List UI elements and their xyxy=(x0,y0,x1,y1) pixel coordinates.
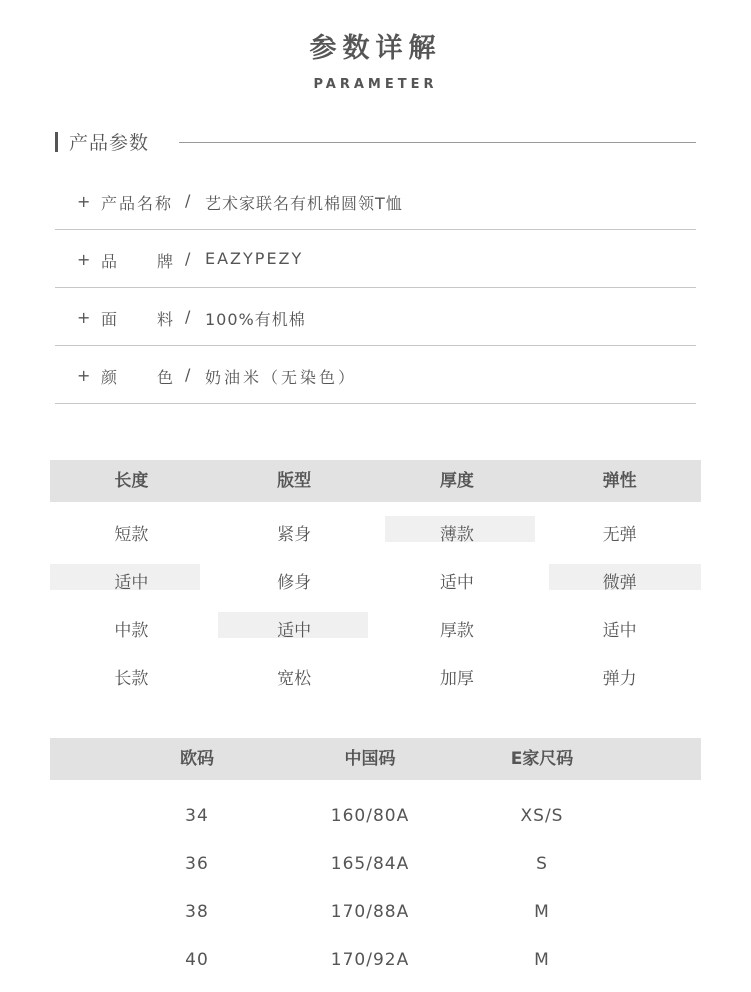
attribute-option-text: 中款 xyxy=(114,621,149,641)
attribute-option xyxy=(376,650,539,698)
attribute-option-text: 短款 xyxy=(114,525,149,545)
param-label xyxy=(101,307,173,330)
attribute-option xyxy=(538,650,701,698)
size-cn: 165/84A xyxy=(330,854,410,874)
attribute-option xyxy=(538,602,701,650)
section-divider xyxy=(179,142,696,143)
attribute-option-text: 适中 xyxy=(114,573,149,593)
plus-icon: + xyxy=(77,250,91,269)
size-brand: M xyxy=(534,950,550,970)
attribute-option-text: 厚款 xyxy=(439,621,474,641)
param-row-color xyxy=(55,346,696,404)
param-label-first: 面 xyxy=(101,310,118,329)
param-label-first: 颜 xyxy=(101,368,118,387)
section-bar xyxy=(55,132,58,152)
attribute-option xyxy=(50,506,213,554)
size-brand: XS/S xyxy=(520,806,564,826)
param-row-brand xyxy=(55,230,696,288)
attribute-row xyxy=(50,650,701,698)
attribute-header-elasticity: 弹性 xyxy=(602,471,637,491)
size-eu: 36 xyxy=(185,854,209,874)
attribute-row xyxy=(50,506,701,554)
param-label xyxy=(101,249,173,272)
attribute-option-selected xyxy=(50,554,213,602)
attribute-option-text: 薄款 xyxy=(439,525,474,545)
param-row-fabric xyxy=(55,288,696,346)
attribute-option-text: 适中 xyxy=(439,573,474,593)
attribute-option-text: 无弹 xyxy=(602,525,637,545)
attribute-header-length: 长度 xyxy=(114,471,149,491)
attribute-option-selected xyxy=(376,506,539,554)
param-label-first: 品 xyxy=(101,252,118,271)
param-value: EAZYPEZY xyxy=(205,249,304,268)
plus-icon: + xyxy=(77,308,91,327)
size-table xyxy=(50,738,701,984)
attribute-option-text: 修身 xyxy=(277,573,312,593)
size-header-cn: 中国码 xyxy=(344,749,396,769)
plus-icon: + xyxy=(77,366,91,385)
attribute-option xyxy=(213,506,376,554)
param-label-text: 产品名称 xyxy=(101,194,174,213)
attribute-option-text: 适中 xyxy=(602,621,637,641)
size-eu: 34 xyxy=(185,806,209,826)
attribute-option-selected xyxy=(213,602,376,650)
size-row xyxy=(50,888,701,936)
attribute-option xyxy=(376,602,539,650)
attribute-option-text: 长款 xyxy=(114,669,149,689)
attribute-row xyxy=(50,602,701,650)
size-cn: 170/88A xyxy=(330,902,410,922)
param-label-second: 料 xyxy=(156,310,173,329)
param-value: 艺术家联名有机棉圆领T恤 xyxy=(205,194,403,213)
size-header-row xyxy=(50,738,701,780)
attribute-row xyxy=(50,554,701,602)
size-brand: M xyxy=(534,902,550,922)
size-eu: 38 xyxy=(185,902,209,922)
attribute-option-text: 紧身 xyxy=(277,525,312,545)
attribute-grid xyxy=(50,460,701,698)
size-brand: S xyxy=(536,854,548,874)
attribute-option-text: 宽松 xyxy=(277,669,312,689)
param-label xyxy=(101,365,173,388)
param-value: 奶油米（无染色） xyxy=(205,368,358,387)
attribute-option-text: 适中 xyxy=(277,621,312,641)
param-label-second: 色 xyxy=(156,368,173,387)
param-separator: / xyxy=(185,365,191,384)
size-row xyxy=(50,792,701,840)
size-header-eu: 欧码 xyxy=(180,749,214,769)
param-row-name xyxy=(55,172,696,230)
param-separator: / xyxy=(185,307,191,326)
attribute-option-text: 弹力 xyxy=(602,669,637,689)
attribute-option xyxy=(213,650,376,698)
attribute-option xyxy=(50,602,213,650)
page-title: 参数详解 xyxy=(309,33,442,64)
attribute-option-text: 加厚 xyxy=(439,669,474,689)
param-separator: / xyxy=(185,249,191,268)
param-list xyxy=(55,172,696,404)
size-cn: 160/80A xyxy=(330,806,410,826)
attribute-option xyxy=(376,554,539,602)
param-value: 100%有机棉 xyxy=(205,310,306,329)
size-eu: 40 xyxy=(185,950,209,970)
size-cn: 170/92A xyxy=(330,950,410,970)
attribute-header-row xyxy=(50,460,701,502)
attribute-header-fit: 版型 xyxy=(277,471,312,491)
size-row xyxy=(50,840,701,888)
attribute-option xyxy=(538,506,701,554)
param-label xyxy=(101,191,173,214)
param-label-second: 牌 xyxy=(156,252,173,271)
section-header xyxy=(55,128,696,156)
param-separator: / xyxy=(185,191,191,210)
plus-icon: + xyxy=(77,192,91,211)
size-header-brand: E家尺码 xyxy=(510,749,574,769)
attribute-option-text: 微弹 xyxy=(602,573,637,593)
attribute-option xyxy=(50,650,213,698)
attribute-option xyxy=(213,554,376,602)
size-row xyxy=(50,936,701,984)
attribute-option-selected xyxy=(538,554,701,602)
page-subtitle: PARAMETER xyxy=(313,77,438,92)
attribute-header-thickness: 厚度 xyxy=(439,471,474,491)
section-label: 产品参数 xyxy=(69,132,150,154)
